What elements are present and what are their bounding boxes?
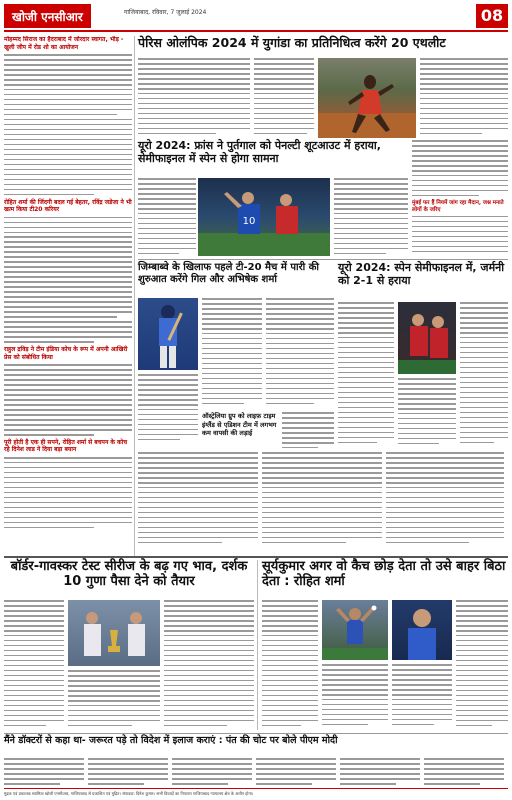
surya-body-under-photo	[392, 664, 452, 730]
story-lad-title: पूरी होती है एक ही सपने, रोहित शर्मा से बचपन के कोच रहे दिनेश लाड ने दिया बड़ा बयान	[4, 438, 128, 454]
bgt-body-mid	[68, 670, 160, 730]
australia-sidebar-body	[282, 412, 334, 448]
right-upper-column	[412, 140, 508, 256]
bgt-body-left	[4, 600, 64, 730]
surya-body-left	[262, 600, 318, 730]
spain-body-left	[338, 302, 394, 448]
australia-sidebar-headline: ऑस्ट्रेलिया ग्रुप को लाइफ़ टाइम इंग्लैंड से एडिशन टीम में लगभग कम वापसी की लड़ाई	[202, 412, 277, 437]
story-lad-body	[4, 457, 132, 528]
france-body-right	[334, 178, 408, 256]
svg-text:10: 10	[242, 216, 256, 227]
bgt-body-right	[164, 600, 254, 730]
middle-lower-text	[138, 452, 508, 552]
france-portugal-headline: यूरो 2024: फ्रांस ने पुर्तगाल को पेनल्टी शूटआउट में हराया, सेमीफाइनल में स्पेन से होगा सामना	[138, 139, 381, 165]
imprint-footer: मुद्रक एवं प्रकाशक स्वामित्व खोजी एनसीआर, गाजियाबाद से प्रकाशित एवं मुद्रित। संपादक: दिनेश कुमार। सभी विवादों का निपटारा गाजियाबाद न्यायालय क्षेत्र के अधीन होगा।	[4, 788, 508, 798]
spain-body-right	[460, 302, 508, 448]
story-siraj-body	[4, 54, 132, 195]
zimbabwe-headline: जिम्बाब्वे के खिलाफ पहले टी-20 मैच में पारी की शुरुआत करेंगे गिल और अभिषेक शर्मा	[138, 262, 320, 285]
column-divider	[134, 36, 135, 556]
suryakumar-catch-photo	[322, 600, 388, 660]
spain-players-photo	[398, 302, 456, 374]
spain-body-bottom	[398, 378, 456, 448]
left-column	[4, 36, 132, 556]
uganda-body-mid	[254, 58, 314, 136]
batsman-photo	[138, 298, 198, 370]
runner-photo	[318, 58, 416, 138]
rohit-sharma-photo	[392, 600, 452, 660]
masthead	[4, 4, 508, 32]
uganda-body-right	[420, 58, 508, 136]
spain-germany-headline: यूरो 2024: स्पेन सेमीफाइनल में, जर्मनी को 2-1 से हराया	[338, 261, 505, 287]
newspaper-brand: खोजी एनसीआर	[4, 4, 91, 28]
story-dravid-title: राहुल द्रविड़ ने टीम इंडिया कोच के रूप में अपनी आखिरी प्रेस को संबोधित किया	[4, 346, 128, 361]
story-rohit-title: रोहित शर्मा की जिंदगी बदल गई बेहतर, रविंद्र जडेजा ने भी खत्म किया टी20 करियर	[4, 198, 132, 214]
captains-trophy-photo	[68, 600, 160, 666]
zimbabwe-body-b	[266, 298, 334, 408]
pant-body	[4, 758, 508, 786]
mumbai-subhead: मुंबई फर हैं नियमें जांग रहा मैदान, जश्न मनाते लोगों के जरिए	[412, 199, 504, 213]
zimbabwe-body-a	[202, 298, 262, 408]
dateline: गाजियाबाद, रविवार, 7 जुलाई 2024	[124, 9, 207, 16]
football-match-photo	[198, 178, 330, 256]
lower-column-divider	[257, 560, 258, 730]
section-divider	[138, 259, 508, 260]
surya-body-mid	[322, 664, 388, 730]
lower-section-divider	[4, 556, 508, 558]
story-rohit-body	[4, 217, 132, 343]
france-body-left	[138, 178, 196, 256]
pant-divider	[4, 733, 508, 734]
story-dravid-body	[4, 364, 132, 435]
border-gavaskar-headline: बॉर्डर-गावस्कर टेस्ट सीरीज के बढ़ गए भाव, दर्शक 10 गुणा पैसा देने को तैयार	[10, 559, 248, 589]
suryakumar-headline: सूर्यकुमार अगर वो कैच छोड़ देता तो उसे बाहर बिठा देता : रोहित शर्मा	[262, 559, 506, 589]
zimbabwe-body-c	[138, 374, 198, 446]
uganda-headline: पेरिस ओलंपिक 2024 में युगांडा का प्रतिनिधित्व करेंगे 20 एथलीट	[138, 35, 446, 50]
surya-body-right	[456, 600, 508, 730]
page-number: 08	[476, 4, 508, 28]
uganda-body-left	[138, 58, 250, 136]
story-siraj-title: मोहम्मद सिराज का हैदराबाद में जोरदार स्वागत, भीड़ - खुली जीप में रोड शो का आयोजन	[4, 36, 124, 51]
pant-headline: मैंने डॉक्टरों से कहा था- जरूरत पड़े तो विदेश में इलाज कराएं : पंत की चोट पर बोले पीएम मोदी	[4, 735, 338, 746]
